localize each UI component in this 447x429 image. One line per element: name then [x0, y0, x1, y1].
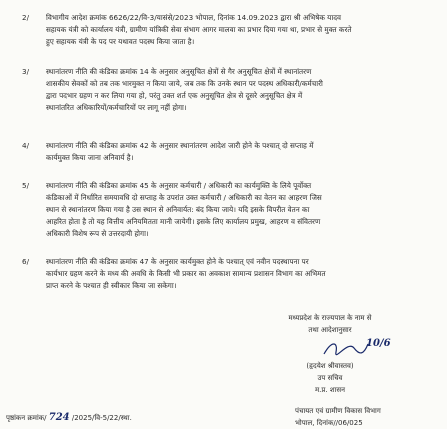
- paragraph-text: [46, 180, 430, 240]
- paragraph-line: कंडिकाओं में निर्धारित समयावधि दो सप्ताह के उपरांत उक्त कर्मचारी / अधिकारी का वेतन का आहरण जिस: [46, 193, 322, 202]
- paragraph-line: स्थानांतरण नीति की कंडिका क्रमांक 42 के अनुसार स्थानांतरण आदेश जारी होने के पश्चात् दो सप्ताह में: [46, 141, 314, 150]
- endorsement-suffix: /2025/वि-5/22/स्था.: [71, 414, 132, 422]
- paragraph-line: अधिकारी विशेष रूप से उत्तरदायी होगा।: [46, 229, 149, 238]
- paragraph-line: स्थानांतरित अधिकारियों/कर्मचारियों पर लागू नहीं होगा।: [46, 103, 187, 112]
- paragraph-line: स्थानांतरण नीति की कंडिका क्रमांक 47 के अनुसार कार्यमुक्त होने के पश्चात् एवं नवीन पदस्थापना पर: [46, 257, 309, 266]
- paragraph-text: [46, 140, 430, 164]
- paragraph-line: कार्यभार ग्रहण करने के मध्य की अवधि के किसी भी प्रकार का अवकाश सामान्य प्रशासन विभाग का अभिमत: [46, 269, 326, 278]
- paragraph-number: 5/: [22, 181, 29, 190]
- paragraph-number: 4/: [22, 141, 29, 150]
- authority-line: मध्यप्रदेश के राज्यपाल के नाम से: [288, 314, 372, 322]
- signature-scribble: [320, 336, 390, 364]
- handwritten-date: 10/6: [366, 338, 391, 349]
- paragraph-line: हुए सहायक यंत्री के पद पर यथावत पदस्थ किया जाता है।: [46, 37, 195, 46]
- paragraph-line: स्थानांतरण नीति की कंडिका क्रमांक 14 के अनुसार अनुसूचित क्षेत्रों से गैर अनुसूचित क्षेत्रों में स्थानांतरण: [46, 67, 312, 76]
- paragraph-line: स्थानांतरण नीति की कंडिका क्रमांक 45 के अनुसार कर्मचारी / अधिकारी का कार्यमुक्ति के लिये पूर्वोक्त: [46, 181, 312, 190]
- department-name: पंचायत एवं ग्रामीण विकास विभाग: [295, 407, 381, 415]
- paragraph-text: [46, 66, 430, 114]
- paragraph-line: द्वारा पदभार ग्रहण न कर लिया गया हो, परंतु उक्त शर्त एक अनुसूचित क्षेत्र से दूसरे अनुसूचित क्षेत्र में: [46, 91, 303, 100]
- signatory-designation: उप सचिव: [317, 374, 343, 382]
- paragraph-line: शासकीय सेवकों को तब तक भारमुक्त न किया जाये, जब तक कि उनके स्थान पर पदस्थ अधिकारी/कर्मचारी: [46, 79, 323, 88]
- paragraph-number: 2/: [22, 13, 29, 22]
- paragraph-number: 6/: [22, 257, 29, 266]
- paragraph-line: आहरित होता है तो यह वित्तीय अनियमितता मानी जायेगी। इसके लिए कार्यालय प्रमुख, आहरण व संवितरण: [46, 217, 321, 226]
- order-line: तथा आदेशानुसार: [308, 326, 352, 334]
- paragraph-text: [46, 256, 430, 292]
- signature-block: [250, 312, 410, 396]
- paragraph-line: सहायक यंत्री को कार्यालय यंत्री, ग्रामीण यांत्रिकी सेवा संभाग आगर मालवा का प्रभार दिया गया था, प्रभार से मुक्त करते: [46, 25, 352, 34]
- government-name: म.प्र. शासन: [314, 386, 346, 394]
- paragraph-line: विभागीय आदेश क्रमांक 6626/22/वि-3/यासंसे/2023 भोपाल, दिनांक 14.09.2023 द्वारा श्री अभिषेक यादव: [46, 13, 342, 22]
- paragraph-text: [46, 12, 430, 48]
- endorsement-handwritten-number: 724: [48, 412, 70, 423]
- paragraph-number: 3/: [22, 67, 29, 76]
- endorsement-prefix: पृष्ठांकन क्रमांक/: [6, 414, 47, 422]
- paragraph-line: प्राप्त करने के पश्चात ही स्वीकार किया जा सकेगा।: [46, 281, 177, 290]
- paragraph-line: स्थान से स्थानांतरण किया गया है उस स्थान से अनिवार्यत: बंद किया जाये। यदि इसके विपरीत वेतन का: [46, 205, 310, 214]
- place-date: भोपाल, दिनांक//06/025: [295, 419, 363, 427]
- department-footer: [295, 405, 381, 429]
- endorsement-number: [6, 412, 132, 423]
- signatory-name: (हृदयेश श्रीवास्तव): [306, 362, 354, 370]
- paragraph-line: कार्यमुक्त किया जाना अनिवार्य है।: [46, 153, 134, 162]
